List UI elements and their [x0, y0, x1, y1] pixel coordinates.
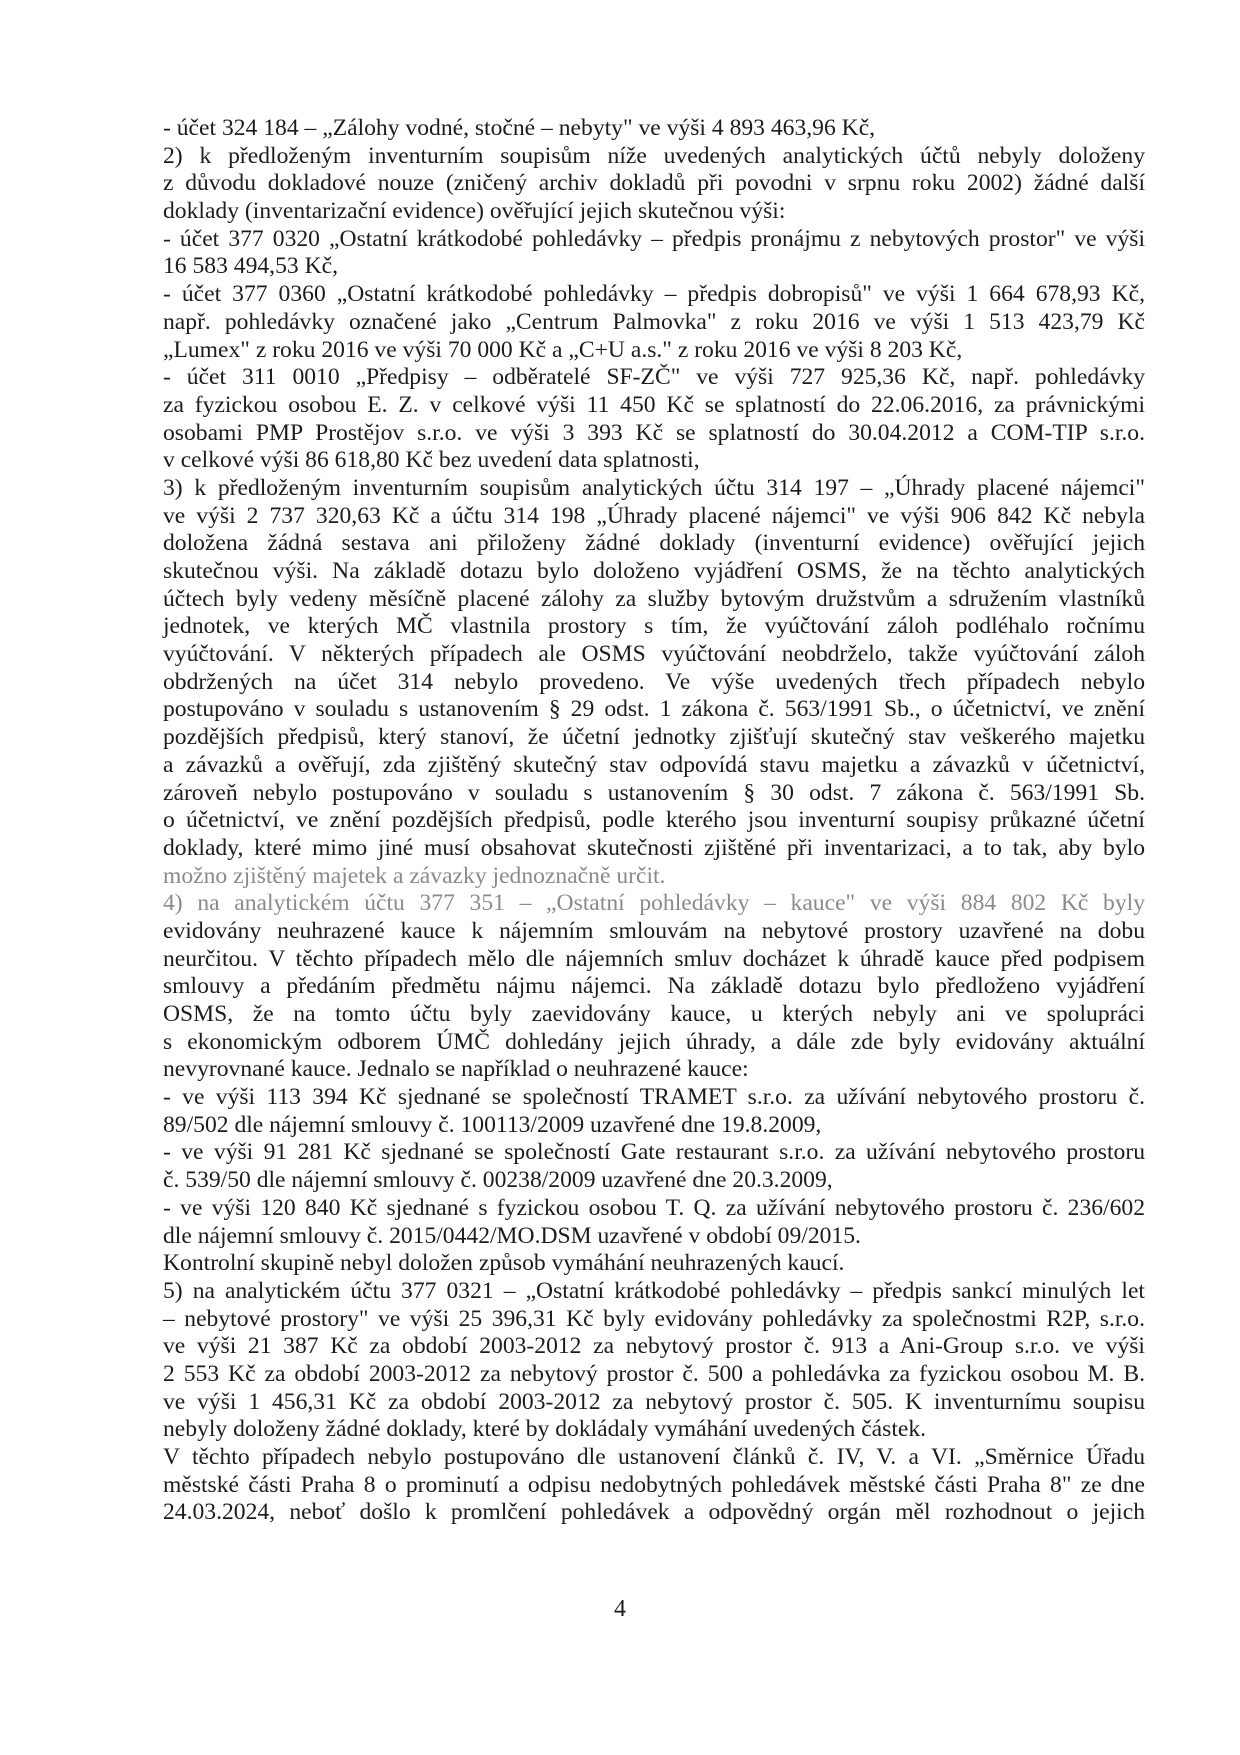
- text-line: 89/502 dle nájemní smlouvy č. 100113/2009 uzavřené dne 19.8.2009,: [163, 1111, 822, 1138]
- page-number: 4: [614, 1596, 626, 1622]
- text-line: a závazků a ověřují, zda zjištěný skutečný stav odpovídá stavu majetku a závazků v účetnictví,: [163, 751, 1145, 778]
- text-line: „Lumex" z roku 2016 ve výši 70 000 Kč a „C+U a.s." z roku 2016 ve výši 8 203 Kč,: [163, 336, 963, 363]
- text-line: skutečnou výši. Na základě dotazu bylo doloženo vyjádření OSMS, že na těchto analytických: [163, 558, 1145, 584]
- text-line: 3) k předloženým inventurním soupisům analytických účtu 314 197 – „Úhrady placené nájemci": [163, 474, 1145, 501]
- text-line: V těchto případech nebylo postupováno dle ustanovení článků č. IV, V. a VI. „Směrnice Úřadu: [163, 1444, 1145, 1470]
- text-line: - ve výši 113 394 Kč sjednané se společností TRAMET s.r.o. za užívání nebytového prostoru č.: [163, 1084, 1145, 1111]
- text-line: 16 583 494,53 Kč,: [163, 253, 338, 280]
- text-line: OSMS, že na tomto účtu byly zaevidovány kauce, u kterých nebyly ani ve spolupráci: [163, 1001, 1145, 1027]
- text-line: 2 553 Kč za období 2003-2012 za nebytový prostor č. 500 a pohledávka za fyzickou osobou M. B.: [163, 1360, 1145, 1387]
- text-line: o účetnictví, ve znění pozdějších předpisů, podle kterého jsou inventurní soupisy průkazné účetní: [163, 807, 1145, 834]
- body-text: [163, 115, 1145, 1527]
- text-line: - ve výši 91 281 Kč sjednané se společností Gate restaurant s.r.o. za užívání nebytového prostoru: [163, 1139, 1145, 1166]
- text-line: – nebytové prostory" ve výši 25 396,31 Kč byly evidovány pohledávky za společnostmi R2P, s.r.o.: [163, 1305, 1145, 1332]
- text-line: ve výši 2 737 320,63 Kč a účtu 314 198 „Úhrady placené nájemci" ve výši 906 842 Kč nebyla: [163, 502, 1145, 529]
- text-line: doložena žádná sestava ani přiloženy žádné doklady (inventurní evidence) ověřující jejich: [163, 530, 1145, 557]
- text-line: s ekonomickým odborem ÚMČ dohledány jejich úhrady, a dále zde byly evidovány aktuální: [163, 1028, 1145, 1055]
- text-line: možno zjištěný majetek a závazky jednoznačně určit.: [163, 862, 666, 889]
- text-line: 5) na analytickém účtu 377 0321 – „Ostatní krátkodobé pohledávky – předpis sankcí minulých let: [163, 1277, 1145, 1304]
- text-line: - účet 377 0360 „Ostatní krátkodobé pohledávky – předpis dobropisů" ve výši 1 664 678,93 Kč,: [163, 281, 1145, 308]
- text-line: nebyly doloženy žádné doklady, které by dokládaly vymáhání uvedených částek.: [163, 1416, 927, 1443]
- text-line: - účet 377 0320 „Ostatní krátkodobé pohledávky – předpis pronájmu z nebytových prostor" ve výši: [163, 225, 1145, 252]
- text-line: - účet 311 0010 „Předpisy – odběratelé SF-ZČ" ve výši 727 925,36 Kč, např. pohledávky: [163, 364, 1145, 391]
- text-line: smlouvy a předáním předmětu nájmu nájemci. Na základě dotazu bylo předloženo vyjádření: [163, 973, 1145, 1000]
- text-line: městské části Praha 8 o prominutí a odpisu nedobytných pohledávek městské části Praha 8" ze dne: [163, 1471, 1145, 1498]
- text-line: doklady, které mimo jiné musí obsahovat skutečnosti zjištěné při inventarizaci, a to tak, aby bylo: [163, 834, 1145, 861]
- text-line: účtech byly vedeny měsíčně placené zálohy za služby bytovým družstvům a sdružením vlastníků: [163, 585, 1145, 612]
- text-line: doklady (inventarizační evidence) ověřující jejich skutečnou výši:: [163, 198, 786, 225]
- text-line: jednotek, ve kterých MČ vlastnila prostory s tím, že vyúčtování záloh podléhalo ročnímu: [163, 613, 1145, 640]
- text-line: 24.03.2024, neboť došlo k promlčení pohledávek a odpovědný orgán měl rozhodnout o jejich: [163, 1499, 1145, 1526]
- text-line: v celkové výši 86 618,80 Kč bez uvedení data splatnosti,: [163, 447, 700, 474]
- text-line: z důvodu dokladové nouze (zničený archiv dokladů při povodni v srpnu roku 2002) žádné další: [163, 170, 1145, 197]
- text-line: evidovány neuhrazené kauce k nájemním smlouvám na nebytové prostory uzavřené na dobu: [163, 917, 1145, 944]
- text-line: zároveň nebylo postupováno v souladu s ustanovením § 30 odst. 7 zákona č. 563/1991 Sb.: [163, 779, 1145, 806]
- text-line: 2) k předloženým inventurním soupisům níže uvedených analytických účtů nebyly doloženy: [163, 142, 1145, 169]
- text-line: nevyrovnané kauce. Jednalo se například o neuhrazené kauce:: [163, 1056, 749, 1083]
- text-line: obdržených na účet 314 nebylo provedeno. Ve výše uvedených třech případech nebylo: [163, 668, 1145, 695]
- text-line: osobami PMP Prostějov s.r.o. ve výši 3 393 Kč se splatností do 30.04.2012 a COM-TIP s.r.o.: [163, 419, 1145, 446]
- text-line: např. pohledávky označené jako „Centrum Palmovka" z roku 2016 ve výši 1 513 423,79 Kč: [163, 308, 1145, 335]
- text-line: neurčitou. V těchto případech mělo dle nájemních smluv docházet k úhradě kauce před podpisem: [163, 945, 1145, 972]
- text-line: ve výši 1 456,31 Kč za období 2003-2012 za nebytový prostor č. 505. K inventurnímu soupisu: [163, 1388, 1145, 1415]
- text-line: - ve výši 120 840 Kč sjednané s fyzickou osobou T. Q. za užívání nebytového prostoru č. 236/602: [163, 1194, 1145, 1221]
- text-line: č. 539/50 dle nájemní smlouvy č. 00238/2009 uzavřené dne 20.3.2009,: [163, 1167, 833, 1194]
- text-line: 4) na analytickém účtu 377 351 – „Ostatní pohledávky – kauce" ve výši 884 802 Kč byly: [163, 890, 1145, 917]
- text-line: - účet 324 184 – „Zálohy vodné, stočné – nebyty" ve výši 4 893 463,96 Kč,: [163, 115, 876, 141]
- text-line: Kontrolní skupině nebyl doložen způsob vymáhání neuhrazených kaucí.: [163, 1250, 845, 1277]
- text-line: dle nájemní smlouvy č. 2015/0442/MO.DSM uzavřené v období 09/2015.: [163, 1222, 861, 1249]
- text-line: pozdějších předpisů, který stanoví, že účetní jednotky zjišťují skutečný stav veškerého majetku: [163, 724, 1145, 751]
- text-line: vyúčtování. V některých případech ale OSMS vyúčtování neobdrželo, takže vyúčtování záloh: [163, 641, 1145, 668]
- text-line: postupováno v souladu s ustanovením § 29 odst. 1 zákona č. 563/1991 Sb., o účetnictví, ve znění: [163, 696, 1145, 723]
- text-line: za fyzickou osobou E. Z. v celkové výši 11 450 Kč se splatností do 22.06.2016, za právnickými: [163, 391, 1145, 418]
- text-line: ve výši 21 387 Kč za období 2003-2012 za nebytový prostor č. 913 a Ani-Group s.r.o. ve výši: [163, 1333, 1145, 1360]
